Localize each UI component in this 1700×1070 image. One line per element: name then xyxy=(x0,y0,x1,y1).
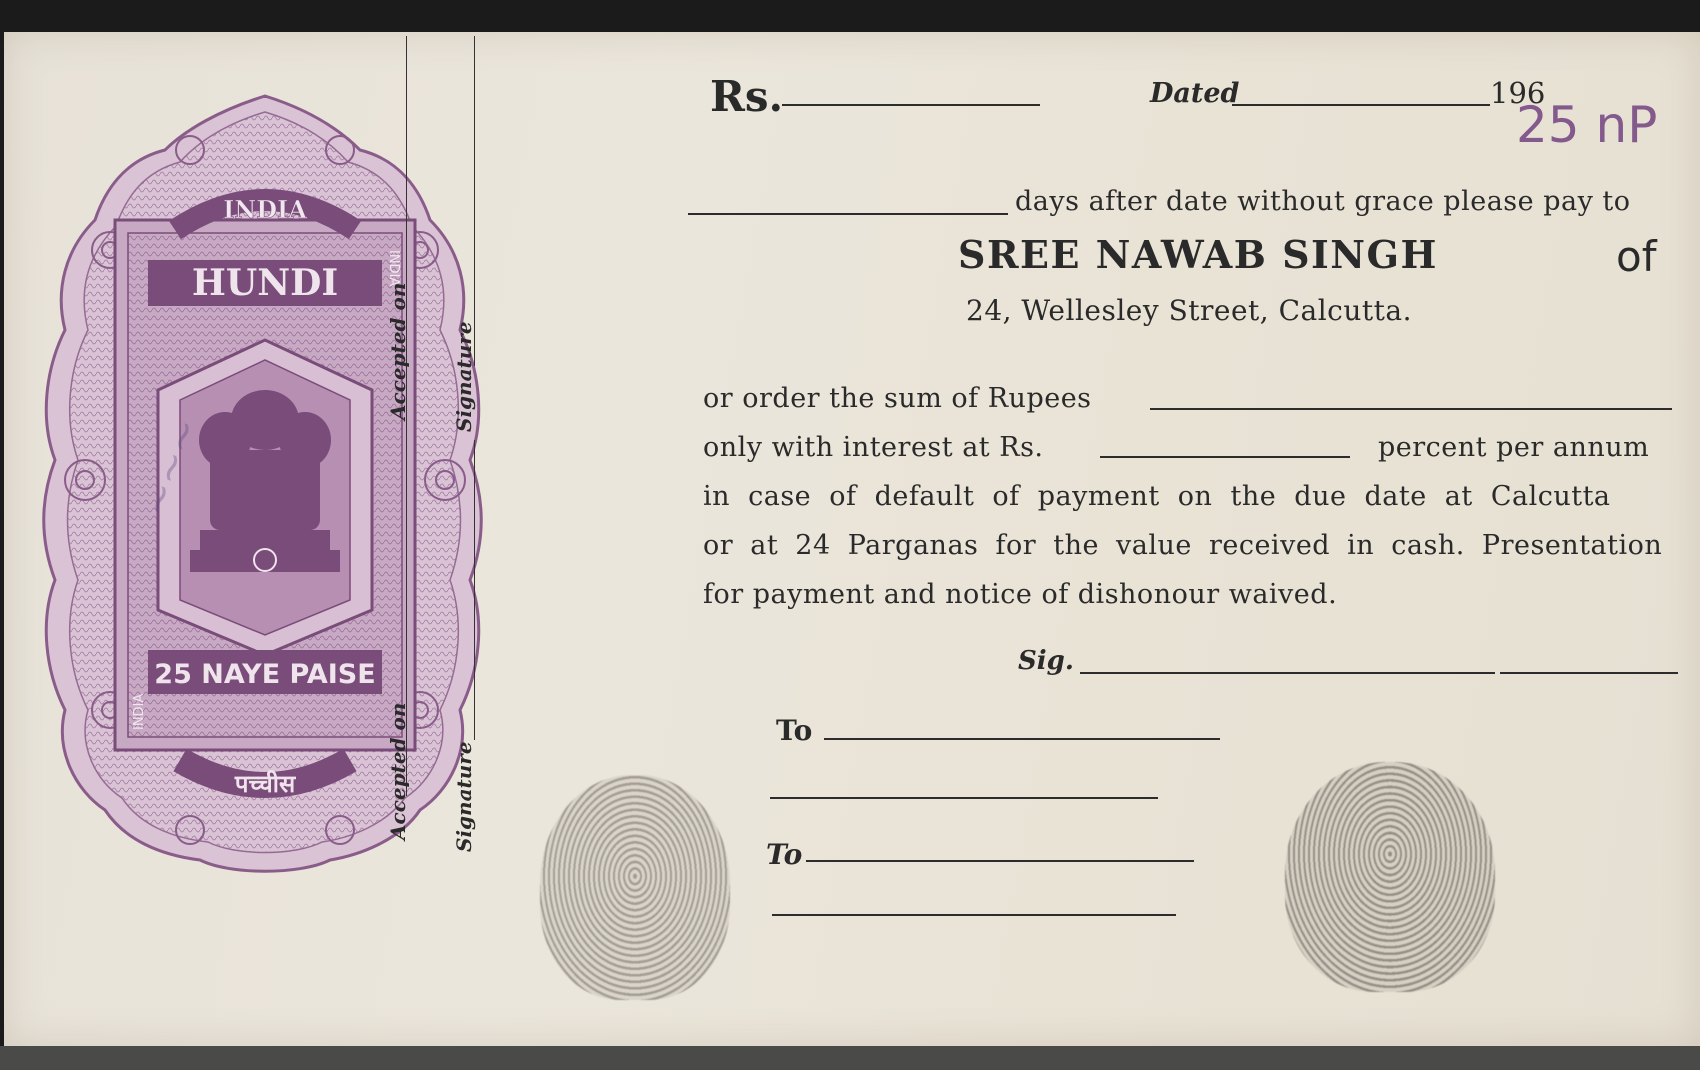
accepted-on-bottom: Accepted on xyxy=(386,702,410,840)
signature-line-1[interactable] xyxy=(1080,672,1495,674)
stamp-border-text-right: INDIA xyxy=(386,250,401,287)
dated-label: Dated xyxy=(1150,78,1240,109)
rupees-words-label: or order the sum of Rupees xyxy=(703,383,1092,414)
signature-bottom: Signature xyxy=(452,741,476,852)
rupees-words-line[interactable] xyxy=(1150,408,1672,410)
sig-label: Sig. xyxy=(1018,646,1074,676)
body-line-4: or at 24 Parganas for the value received in cash. Presentation xyxy=(703,530,1663,561)
overprint-25np: 25 nP xyxy=(1516,96,1658,154)
signature-top: Signature xyxy=(452,321,476,432)
body-line-5: for payment and notice of dishonour waived. xyxy=(703,579,1338,610)
accepted-on-top: Accepted on xyxy=(386,282,410,420)
year-prefix: 196 xyxy=(1490,76,1546,110)
margin-rule-right xyxy=(474,36,475,366)
payee-address: 24, Wellesley Street, Calcutta. xyxy=(966,294,1412,327)
drawee-line-3[interactable] xyxy=(806,860,1194,862)
signature-line-2[interactable] xyxy=(1500,672,1678,674)
margin-rule-right-lower xyxy=(474,440,475,740)
svg-text:~~~: ~~~ xyxy=(132,412,211,523)
payee-name: SREE NAWAB SINGH xyxy=(958,232,1438,277)
interest-label: only with interest at Rs. xyxy=(703,432,1044,463)
stamp-hundi-label: HUNDI xyxy=(191,262,339,304)
stamp-border-text-left: INDIA xyxy=(132,693,147,730)
thumbprint-left xyxy=(540,775,730,1000)
hundi-revenue-stamp xyxy=(40,90,490,880)
date-line[interactable] xyxy=(1232,104,1490,106)
drawee-line-2[interactable] xyxy=(770,797,1158,799)
stamp-india-label: INDIA xyxy=(223,195,307,224)
amount-figure-line[interactable] xyxy=(782,104,1040,106)
drawee-line-4[interactable] xyxy=(772,914,1176,916)
rs-label: Rs. xyxy=(710,72,784,121)
days-after-text: days after date without grace please pay to xyxy=(1015,186,1631,217)
days-line[interactable] xyxy=(688,213,1008,215)
of-text: of xyxy=(1616,232,1657,281)
body-line-3: in case of default of payment on the due date at Calcutta xyxy=(703,481,1611,512)
percent-per-annum: percent per annum xyxy=(1378,432,1650,463)
stamp-denomination-label: 25 NAYE PAISE xyxy=(154,659,376,690)
drawee-line-1[interactable] xyxy=(824,738,1220,740)
stamp-hindi-value: पच्चीस xyxy=(234,770,296,798)
scan-background-strip xyxy=(0,1046,1700,1070)
thumbprint-right xyxy=(1285,762,1495,992)
to-label-2: To xyxy=(766,838,803,871)
to-label-1: To xyxy=(776,714,813,747)
interest-rate-line[interactable] xyxy=(1100,456,1350,458)
